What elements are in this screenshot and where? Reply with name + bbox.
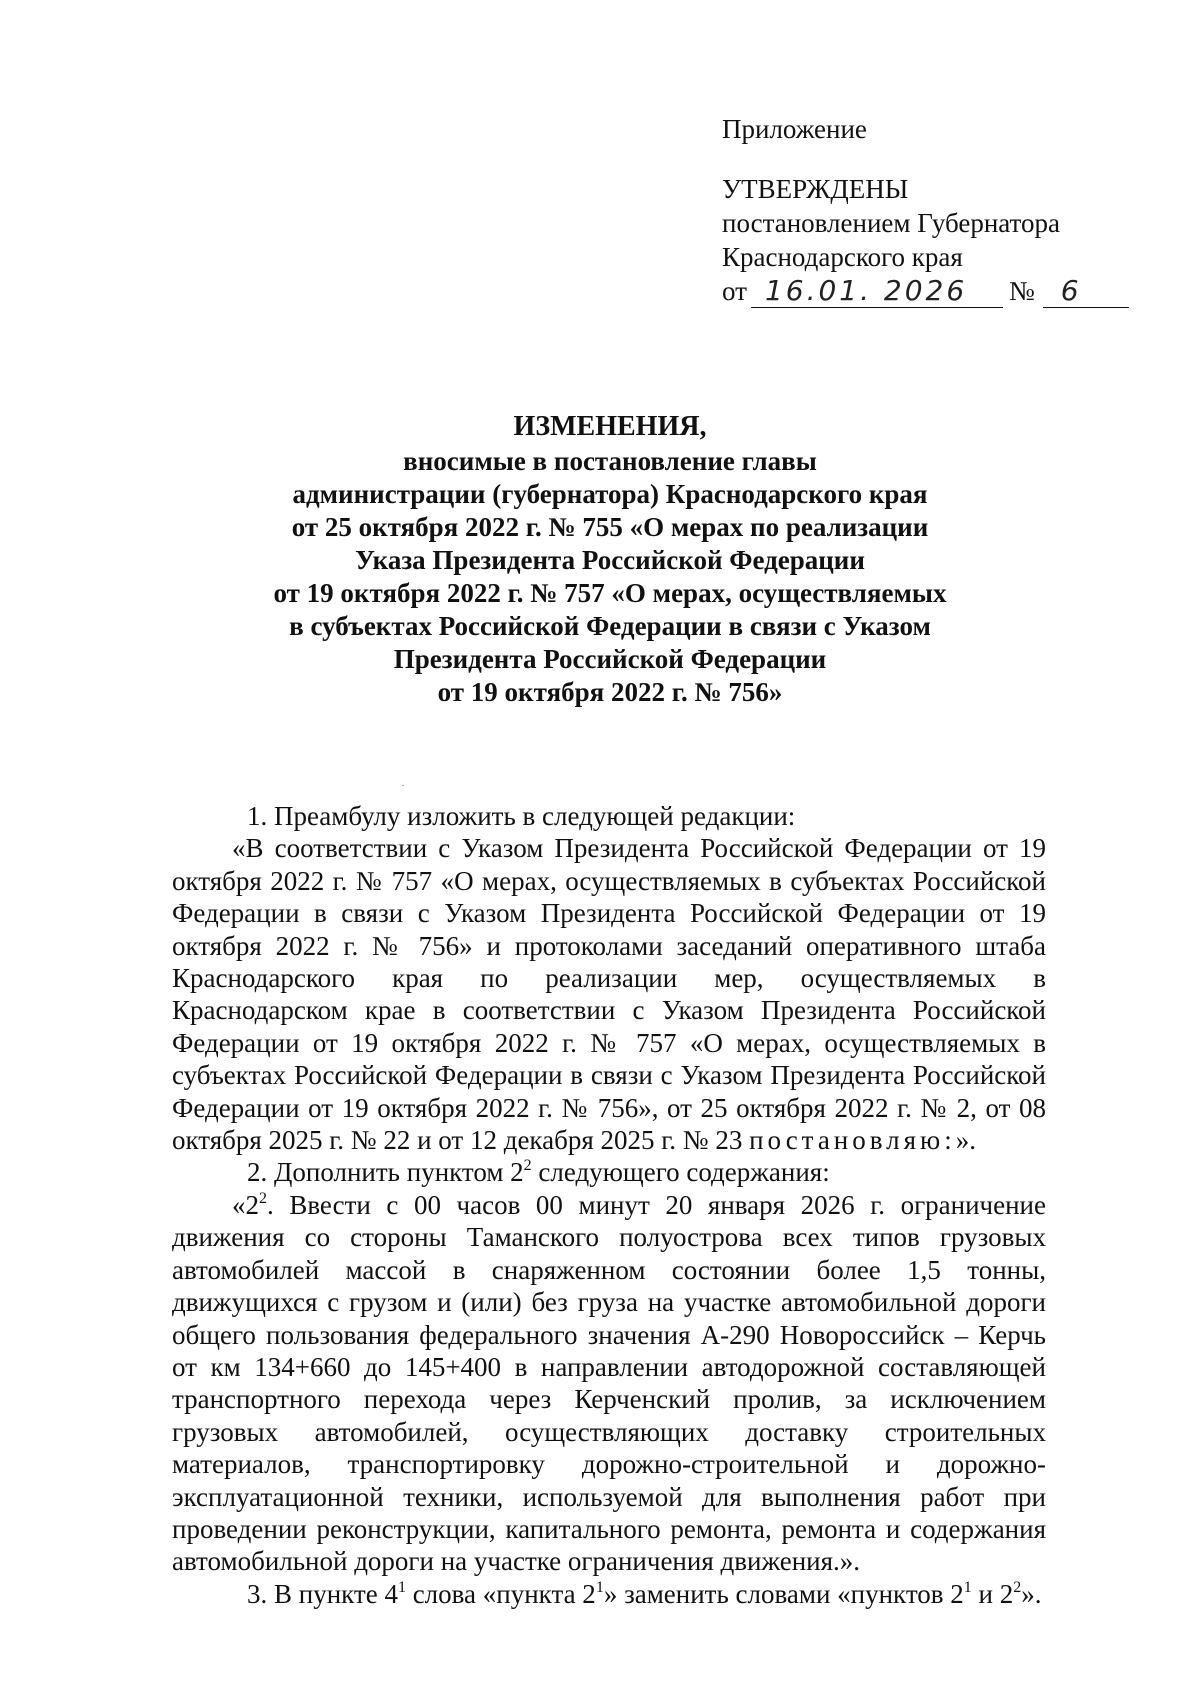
item-1-preamble: «В соответствии с Указом Президента Российской Федерации от 19 октября 2022 г. № 757 «О мерах, осуществляемых в субъектах Российской Федерации в связи с Указом Президента Российской Федерации от 19 октября 2022 г. № 756» и протоколами заседаний оперативного штаба Краснодарского края по реализации мер, осуществляемых в Краснодарском крае в соответствии с Указом Президента Российской Федерации от 19 октября 2022 г. № 757 «О мерах, осуществляемых в субъектах Российской Федерации в связи с Указом Президента Российской Федерации от 19 октября 2022 г. № 756», от 25 октября 2022 г. № 2, от 08 октября 2025 г. № 22 и от 12 декабря 2025 г. № 23: [172, 833, 1046, 1156]
approval-block: [722, 112, 1129, 308]
appendix-label: Приложение: [722, 114, 867, 144]
document-body: [172, 800, 1046, 1610]
approval-line-1: постановлением Губернатора: [722, 208, 1060, 238]
title-line: от 19 октября 2022 г. № 757 «О мерах, осуществляемых: [273, 578, 947, 608]
date-number-line: [722, 274, 1129, 308]
handwritten-number: 6: [1043, 276, 1129, 308]
approval-line-2: Краснодарского края: [722, 242, 963, 272]
title-line: в субъектах Российской Федерации в связи с Указом: [289, 611, 931, 641]
from-label: от: [722, 276, 747, 306]
item-3-text: 3. В пункте $4^1$ слова «пункта $2^1$» заменить словами «пунктов $2^1$ и $2^2$».: [247, 1578, 1042, 1609]
title-main: ИЗМЕНЕНИЯ,: [513, 411, 707, 442]
item-2-heading: 2. Дополнить пунктом $2^2$ следующего содержания:: [247, 1157, 830, 1188]
title-line: от 19 октября 2022 г. № 756»: [437, 677, 783, 707]
scan-speck: ·: [401, 778, 405, 792]
title-line: вносимые в постановление главы: [403, 446, 817, 476]
item-2-text: «$2^2$. Ввести с 00 часов 00 минут 20 января 2026 г. ограничение движения со стороны Таманского полуострова всех типов грузовых автомобилей массой в снаряженном состоянии более 1,5 тонны, движущихся с грузом и (или) без груза на участке автомобильной дороги общего пользования федерального значения А-290 Новороссийск – Керчь от км 134+660 до 145+400 в направлении автодорожной составляющей транспортного перехода через Керченский пролив, за исключением грузовых автомобилей, осуществляющих доставку строительных материалов, транспортировку дорожно-строительной и дорожно-эксплуатационной техники, используемой для выполнения работ при проведении реконструкции, капитального ремонта, ремонта и содержания автомобильной дороги на участке ограничения движения.».: [172, 1189, 1046, 1577]
title-line: администрации (губернатора) Краснодарского края: [292, 479, 928, 509]
item-1-heading: 1. Преамбулу изложить в следующей редакции:: [247, 801, 796, 831]
title-line: Указа Президента Российской Федерации: [355, 545, 865, 575]
handwritten-date: 16.01. 2026: [751, 276, 1003, 308]
item-1-close: ».: [955, 1125, 976, 1156]
number-label: №: [1008, 276, 1035, 306]
item-1-text: [172, 832, 1046, 1156]
title-line: Президента Российской Федерации: [393, 644, 827, 674]
document-title: [170, 410, 1050, 709]
title-line: от 25 октября 2022 г. № 755 «О мерах по реализации: [291, 512, 929, 542]
item-1-decree-word: постановляю:: [749, 1125, 956, 1156]
approved-label: УТВЕРЖДЕНЫ: [722, 174, 909, 204]
